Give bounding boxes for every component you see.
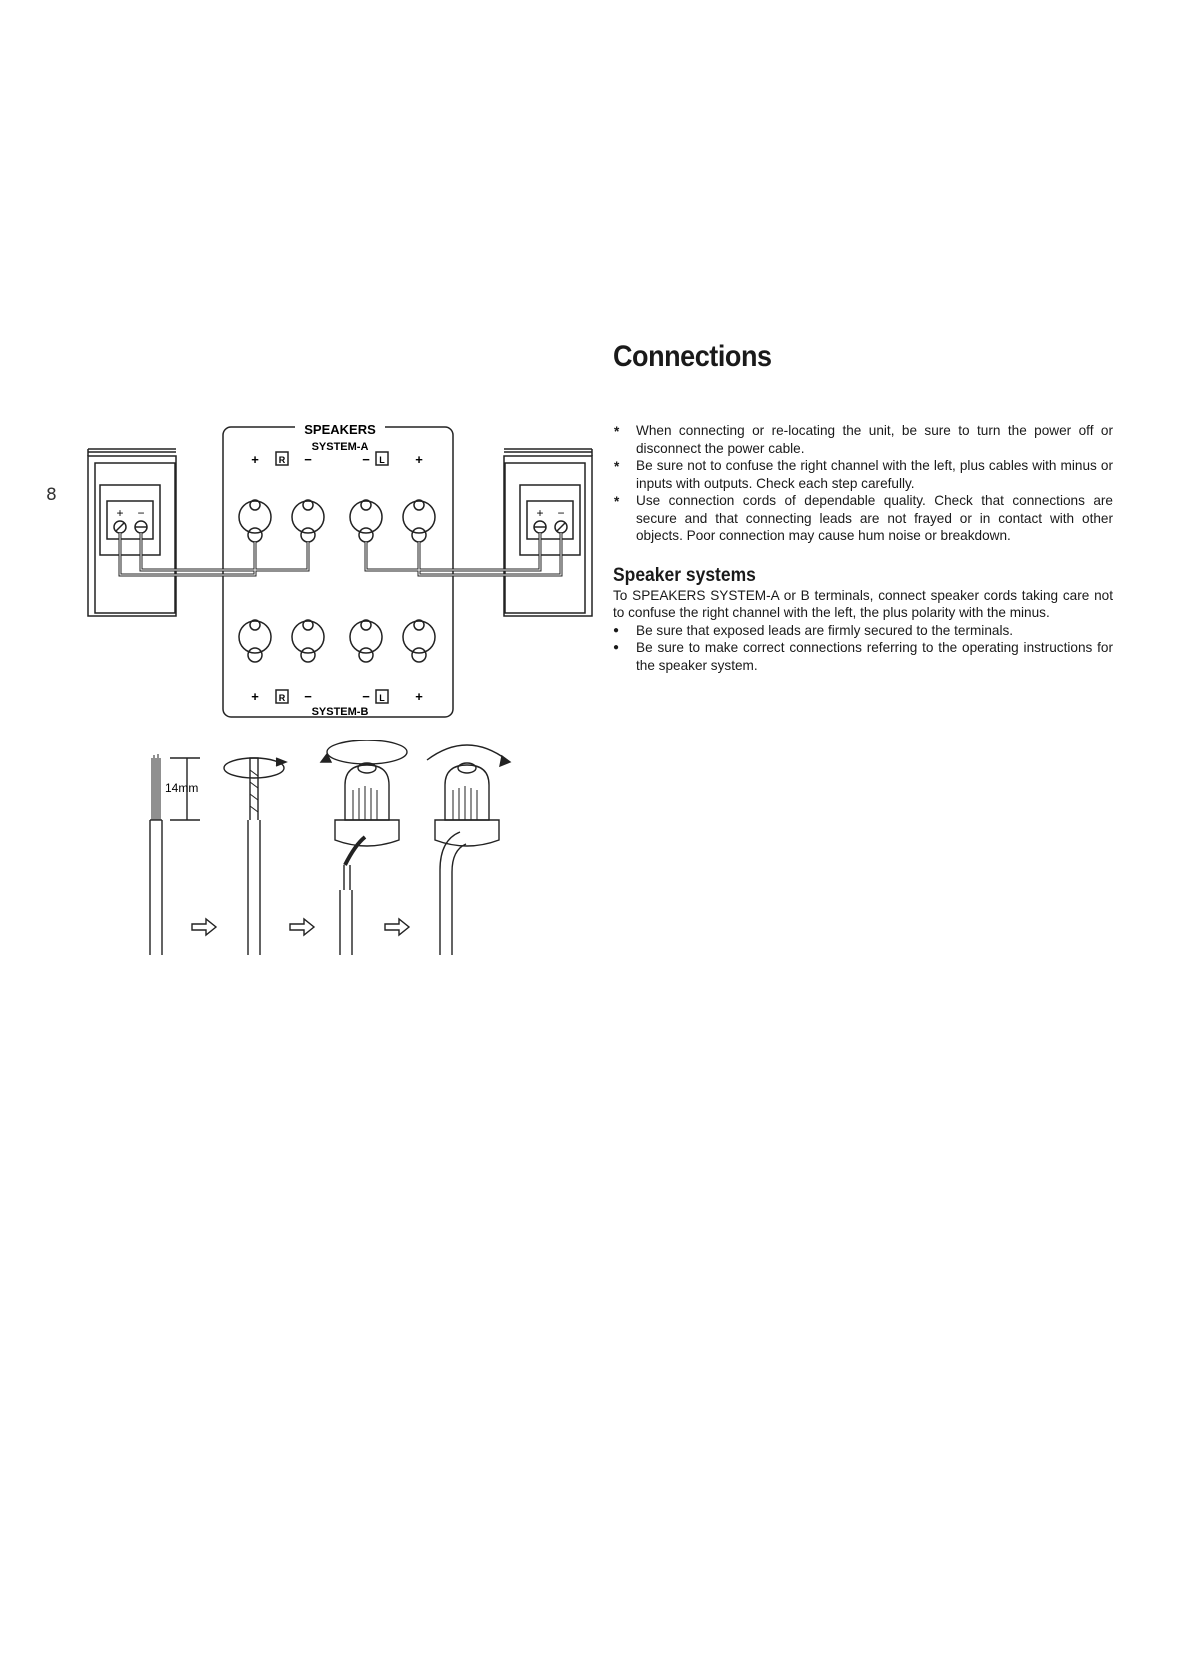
wire-preparation-diagram [140, 740, 540, 960]
panel-title: SPEAKERS [304, 425, 376, 437]
note-item: * Use connection cords of dependable quality. Check that connections are secure and that connecting leads are not frayed or in contact with other objects. Poor connection may cause hum noise or breakdown. [613, 492, 1113, 545]
svg-text:R: R [278, 455, 286, 465]
bullet-item: ● Be sure that exposed leads are firmly secured to the terminals. [613, 622, 1113, 640]
speaker-systems-intro: To SPEAKERS SYSTEM-A or B terminals, connect speaker cords taking care not to confuse the right channel with the left, the plus polarity with the minus. [613, 587, 1113, 620]
page-number: 8 [46, 485, 57, 505]
system-a-terminals [239, 500, 435, 542]
speaker-systems-bullets [613, 622, 1113, 675]
svg-text:−: − [137, 506, 145, 520]
text-column [613, 340, 1113, 674]
section-title: Connections [613, 340, 772, 373]
strip-length-label: 14mm [165, 781, 199, 795]
svg-text:R: R [278, 693, 286, 703]
note-item: * When connecting or re-locating the unit, be sure to turn the power off or disconnect the power cable. [613, 422, 1113, 457]
system-b-terminals [239, 620, 435, 662]
svg-text:+: + [116, 506, 124, 520]
svg-text:−: − [557, 506, 565, 520]
svg-text:+: + [415, 689, 423, 704]
caution-notes [613, 422, 1113, 545]
svg-text:−: − [362, 452, 370, 467]
speaker-systems-heading: Speaker systems [613, 564, 756, 586]
system-b-label: SYSTEM-B [311, 706, 369, 718]
svg-text:+: + [251, 452, 259, 467]
svg-text:−: − [304, 452, 312, 467]
note-item: * Be sure not to confuse the right channel with the left, plus cables with minus or inputs with outputs. Check each step carefully. [613, 457, 1113, 492]
right-speaker-icon [504, 449, 592, 616]
svg-text:+: + [536, 506, 544, 520]
svg-text:L: L [379, 455, 385, 465]
speaker-connection-diagram [85, 425, 595, 725]
left-speaker-icon [88, 449, 176, 616]
bullet-item: ● Be sure to make correct connections referring to the operating instructions for the speaker system. [613, 639, 1113, 674]
svg-text:−: − [304, 689, 312, 704]
svg-text:−: − [362, 689, 370, 704]
svg-text:L: L [379, 693, 385, 703]
system-a-label: SYSTEM-A [311, 441, 369, 453]
svg-text:+: + [251, 689, 259, 704]
svg-text:+: + [415, 452, 423, 467]
